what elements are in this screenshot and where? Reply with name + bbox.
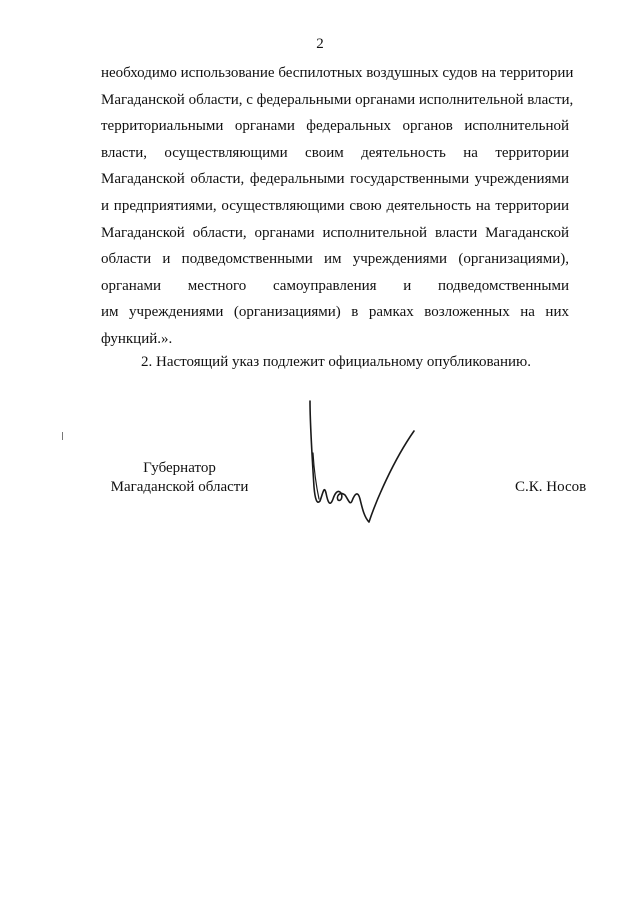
page-number: 2 — [316, 36, 324, 52]
text-line: необходимо использование беспилотных воздушных судов на территории — [101, 65, 574, 81]
text-line: власти, осуществляющими своим деятельность на территории — [101, 144, 569, 161]
signer-title — [92, 459, 267, 497]
signer-name: С.К. Носов — [515, 479, 587, 495]
text-line: органами местного самоуправления и подведомственными — [101, 277, 569, 294]
paragraph-1 — [101, 60, 574, 353]
margin-mark — [62, 432, 63, 440]
text-line: им учреждениями (организациями) в рамках возложенных на них — [101, 304, 569, 321]
signer-title-line-1: Губернатор — [143, 460, 216, 476]
text-line: Магаданской области, органами исполнительной власти Магаданской — [101, 224, 569, 241]
text-line: и предприятиями, осуществляющими свою деятельность на территории — [101, 197, 569, 214]
paragraph-2: 2. Настоящий указ подлежит официальному опубликованию. — [141, 354, 532, 370]
signer-title-line-2: Магаданской области — [110, 479, 249, 495]
text-line: области и подведомственными им учреждениями (организациями), — [101, 251, 569, 268]
text-line: функций.». — [101, 330, 173, 347]
handwritten-signature — [300, 395, 420, 530]
text-line: Магаданской области, федеральными государственными учреждениями — [101, 171, 569, 188]
text-line: территориальными органами федеральных органов исполнительной — [101, 118, 569, 135]
text-line: Магаданской области, с федеральными органами исполнительной власти, — [101, 91, 574, 108]
